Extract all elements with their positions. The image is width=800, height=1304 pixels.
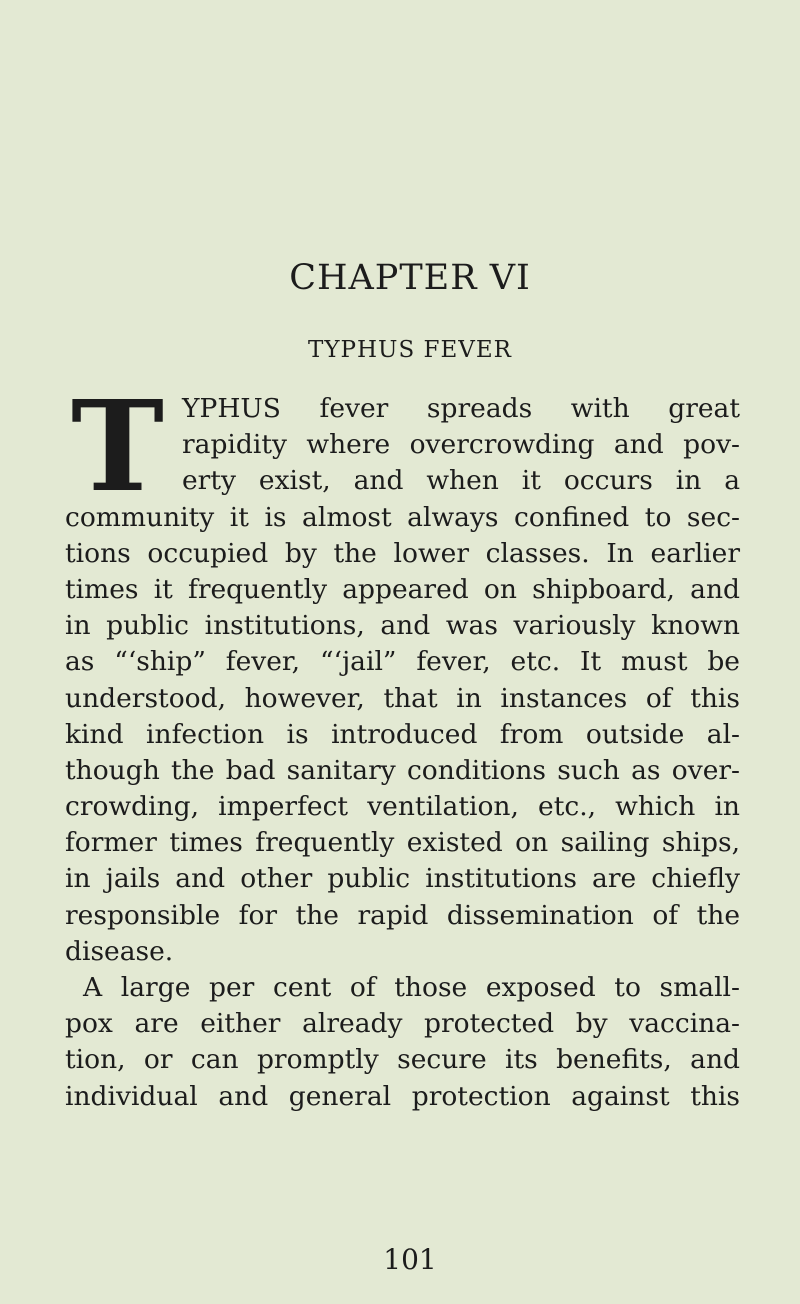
text-line: in public institutions, and was variously known [65, 610, 740, 642]
text-line: though the bad sanitary conditions such as over- [65, 754, 740, 786]
text-line: tion, or can promptly secure its benefits, and [65, 1044, 740, 1076]
text-line: disease. [65, 935, 174, 967]
text-line: in jails and other public institutions are chiefly [65, 863, 740, 895]
text-line: as “‘ship” fever, “‘jail” fever, etc. It must be [65, 646, 740, 678]
text-line: understood, however, that in instances of this [65, 682, 740, 714]
text-line: rapidity where overcrowding and pov- [182, 429, 740, 461]
text-line: individual and general protection against this [65, 1080, 740, 1112]
text-line: tions occupied by the lower classes. In earlier [65, 537, 740, 569]
text-line: pox are either already protected by vaccina- [65, 1008, 740, 1040]
text-line: kind infection is introduced from outside al- [65, 718, 740, 750]
text-line: A large per cent of those exposed to small- [83, 972, 740, 1003]
text-line: erty exist, and when it occurs in a [182, 465, 740, 497]
text-line: YPHUS fever spreads with great [182, 393, 740, 424]
text-line: community it is almost always confined to sec- [65, 501, 740, 533]
chapter-heading: CHAPTER VI [289, 258, 531, 298]
chapter-title: TYPHUS FEVER [308, 337, 512, 363]
page-number: 101 [383, 1243, 437, 1276]
text-line: former times frequently existed on sailing ships, [65, 827, 740, 859]
drop-cap: T [70, 374, 165, 520]
text-line: responsible for the rapid dissemination of the [65, 899, 740, 931]
text-line: times it frequently appeared on shipboard, and [65, 573, 740, 605]
body-text [65, 374, 740, 1115]
paragraph-2 [65, 970, 740, 1115]
book-page [65, 0, 740, 1304]
text-line: crowding, imperfect ventilation, etc., which in [65, 791, 740, 823]
